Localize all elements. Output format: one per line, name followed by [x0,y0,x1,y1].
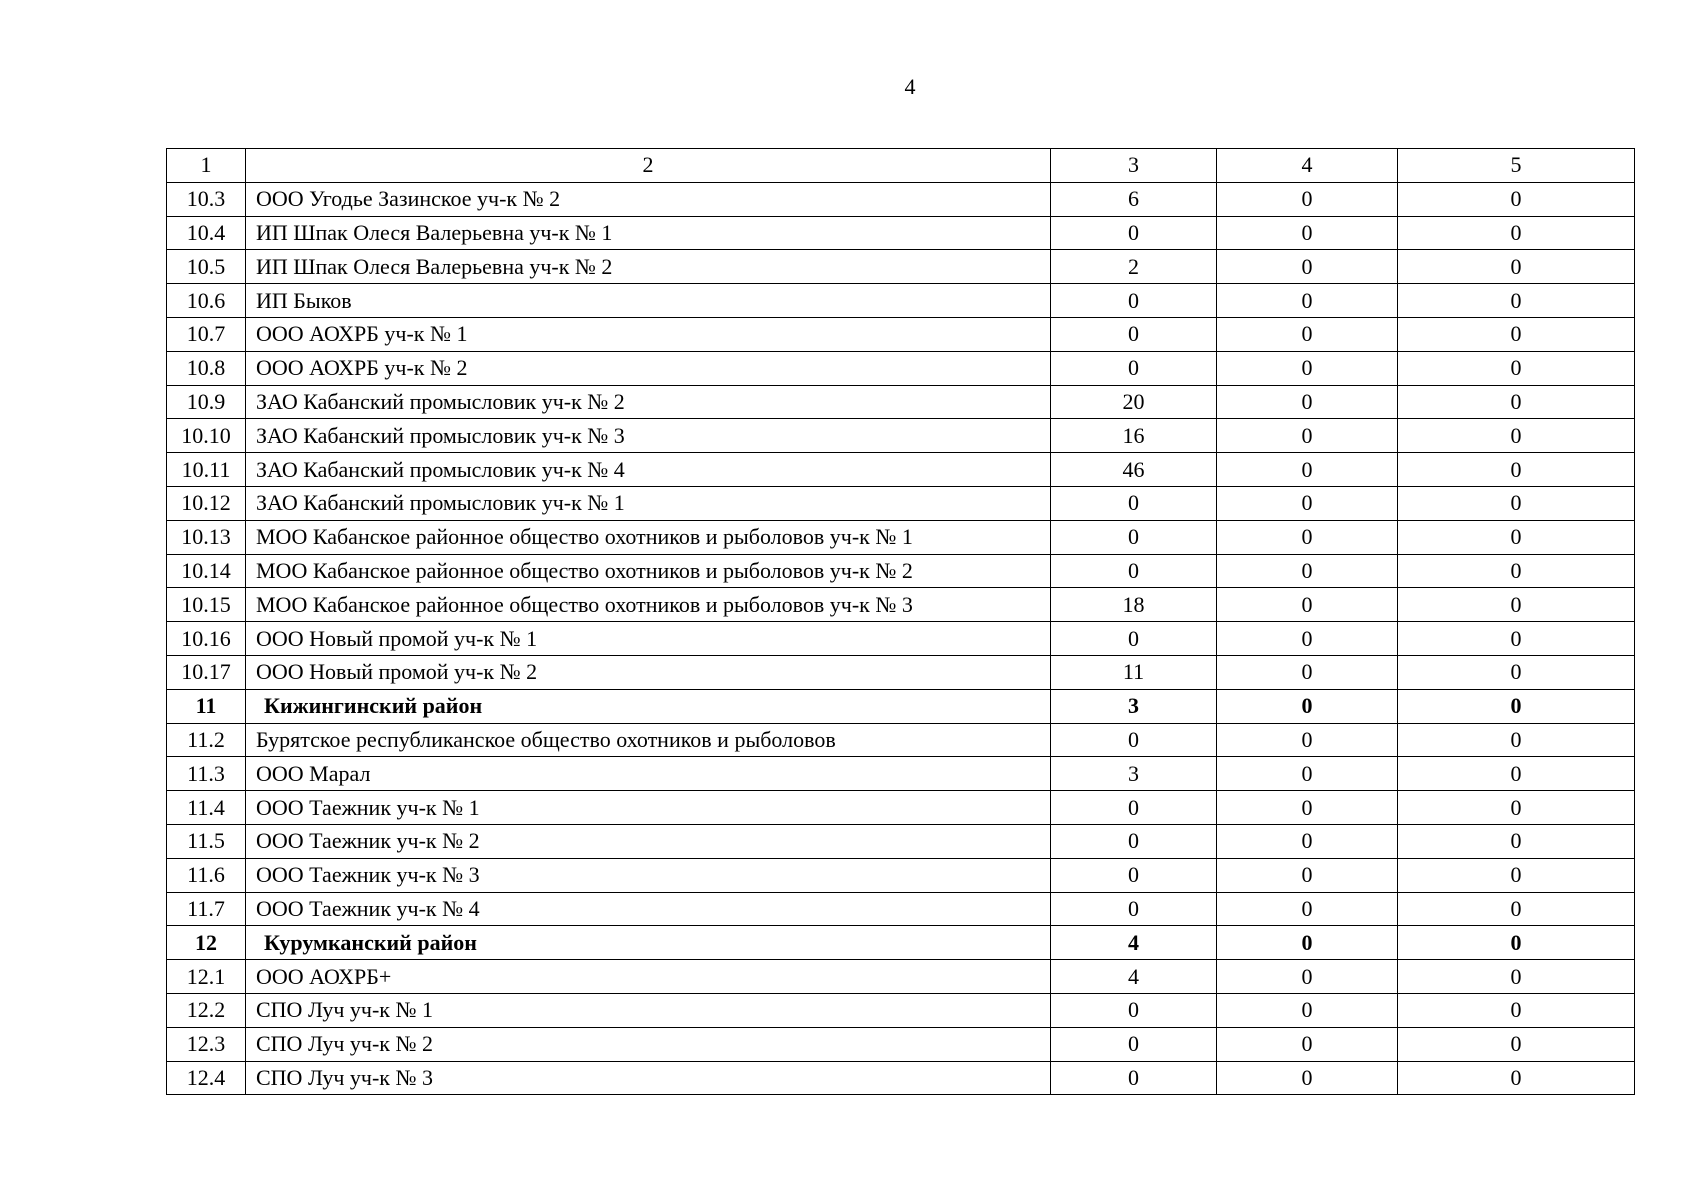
table-section-row [167,926,1635,960]
header-col-1: 1 [167,149,246,183]
table-row [167,520,1635,554]
table-row [167,1027,1635,1061]
row-name-cell: ИП Шпак Олеся Валерьевна уч-к № 2 [246,250,1051,284]
table-row [167,250,1635,284]
row-name-cell: ООО Таежник уч-к № 4 [246,892,1051,926]
row-col4-cell: 0 [1217,588,1398,622]
row-col3-cell: 0 [1051,486,1217,520]
row-name-cell: ООО Таежник уч-к № 3 [246,858,1051,892]
row-name-cell: ООО Марал [246,757,1051,791]
row-col5-cell: 0 [1398,182,1635,216]
row-name-cell: ООО АОХРБ уч-к № 2 [246,351,1051,385]
row-col4-cell: 0 [1217,351,1398,385]
row-number-cell: 10.3 [167,182,246,216]
row-col4-cell: 0 [1217,520,1398,554]
table-row [167,419,1635,453]
row-col3-cell: 0 [1051,351,1217,385]
row-col4-cell: 0 [1217,926,1398,960]
header-col-4: 4 [1217,149,1398,183]
table-row [167,757,1635,791]
row-col5-cell: 0 [1398,284,1635,318]
header-col-3: 3 [1051,149,1217,183]
row-name-cell: ООО Новый промой уч-к № 1 [246,622,1051,656]
row-number-cell: 12 [167,926,246,960]
table-row [167,655,1635,689]
row-col3-cell: 4 [1051,960,1217,994]
row-col5-cell: 0 [1398,317,1635,351]
row-col3-cell: 0 [1051,216,1217,250]
header-col-5: 5 [1398,149,1635,183]
row-col3-cell: 0 [1051,284,1217,318]
row-col5-cell: 0 [1398,1027,1635,1061]
row-col5-cell: 0 [1398,824,1635,858]
row-col4-cell: 0 [1217,892,1398,926]
row-col4-cell: 0 [1217,960,1398,994]
table-row [167,960,1635,994]
row-col4-cell: 0 [1217,791,1398,825]
row-col3-cell: 20 [1051,385,1217,419]
row-col5-cell: 0 [1398,655,1635,689]
row-col3-cell: 3 [1051,757,1217,791]
row-name-cell: ЗАО Кабанский промысловик уч-к № 3 [246,419,1051,453]
row-col4-cell: 0 [1217,622,1398,656]
row-number-cell: 10.12 [167,486,246,520]
table-row [167,486,1635,520]
row-name-cell: ЗАО Кабанский промысловик уч-к № 4 [246,453,1051,487]
header-col-2: 2 [246,149,1051,183]
row-col4-cell: 0 [1217,216,1398,250]
row-col5-cell: 0 [1398,858,1635,892]
row-number-cell: 10.4 [167,216,246,250]
row-col3-cell: 0 [1051,892,1217,926]
table-row [167,993,1635,1027]
row-number-cell: 10.11 [167,453,246,487]
row-name-cell: СПО Луч уч-к № 3 [246,1061,1051,1095]
table-row [167,284,1635,318]
row-col5-cell: 0 [1398,960,1635,994]
row-number-cell: 10.8 [167,351,246,385]
row-col3-cell: 3 [1051,689,1217,723]
row-col4-cell: 0 [1217,1061,1398,1095]
row-col5-cell: 0 [1398,1061,1635,1095]
row-col4-cell: 0 [1217,723,1398,757]
row-number-cell: 12.1 [167,960,246,994]
table-section-row [167,689,1635,723]
row-col3-cell: 0 [1051,1027,1217,1061]
row-col5-cell: 0 [1398,993,1635,1027]
row-number-cell: 11 [167,689,246,723]
row-col3-cell: 18 [1051,588,1217,622]
table-row [167,554,1635,588]
row-name-cell: МОО Кабанское районное общество охотников и рыболовов уч-к № 2 [246,554,1051,588]
row-col4-cell: 0 [1217,385,1398,419]
row-col3-cell: 0 [1051,824,1217,858]
row-name-cell: МОО Кабанское районное общество охотников и рыболовов уч-к № 1 [246,520,1051,554]
row-col3-cell: 0 [1051,993,1217,1027]
table-row [167,723,1635,757]
row-col5-cell: 0 [1398,351,1635,385]
table-row [167,182,1635,216]
row-number-cell: 11.5 [167,824,246,858]
row-name-cell: СПО Луч уч-к № 2 [246,1027,1051,1061]
table-header-row [167,149,1635,183]
row-col5-cell: 0 [1398,622,1635,656]
row-col5-cell: 0 [1398,892,1635,926]
row-col4-cell: 0 [1217,317,1398,351]
data-table [166,148,1635,1095]
row-number-cell: 11.4 [167,791,246,825]
row-number-cell: 12.2 [167,993,246,1027]
row-col4-cell: 0 [1217,554,1398,588]
row-name-cell: ЗАО Кабанский промысловик уч-к № 1 [246,486,1051,520]
table-row [167,892,1635,926]
table-row [167,622,1635,656]
row-name-cell: ООО Таежник уч-к № 1 [246,791,1051,825]
row-number-cell: 12.3 [167,1027,246,1061]
row-col3-cell: 0 [1051,1061,1217,1095]
row-number-cell: 10.14 [167,554,246,588]
row-name-cell: СПО Луч уч-к № 1 [246,993,1051,1027]
row-col4-cell: 0 [1217,284,1398,318]
row-name-cell: ООО Угодье Зазинское уч-к № 2 [246,182,1051,216]
row-col5-cell: 0 [1398,486,1635,520]
row-col5-cell: 0 [1398,250,1635,284]
table-row [167,351,1635,385]
page-number: 4 [904,74,916,99]
row-number-cell: 10.16 [167,622,246,656]
row-number-cell: 10.10 [167,419,246,453]
row-col4-cell: 0 [1217,757,1398,791]
row-col4-cell: 0 [1217,858,1398,892]
row-number-cell: 11.6 [167,858,246,892]
table-row [167,216,1635,250]
row-number-cell: 11.7 [167,892,246,926]
row-number-cell: 10.15 [167,588,246,622]
row-name-cell: Курумканский район [246,926,1051,960]
row-col5-cell: 0 [1398,791,1635,825]
row-number-cell: 12.4 [167,1061,246,1095]
row-number-cell: 10.6 [167,284,246,318]
row-name-cell: ООО АОХРБ уч-к № 1 [246,317,1051,351]
row-col4-cell: 0 [1217,1027,1398,1061]
row-col3-cell: 4 [1051,926,1217,960]
table-body [167,149,1635,1095]
row-name-cell: ООО Новый промой уч-к № 2 [246,655,1051,689]
table-row [167,385,1635,419]
row-col3-cell: 0 [1051,723,1217,757]
row-number-cell: 10.9 [167,385,246,419]
row-col5-cell: 0 [1398,588,1635,622]
row-col4-cell: 0 [1217,419,1398,453]
row-col3-cell: 0 [1051,317,1217,351]
row-number-cell: 11.3 [167,757,246,791]
row-col3-cell: 6 [1051,182,1217,216]
row-col5-cell: 0 [1398,216,1635,250]
row-name-cell: ООО Таежник уч-к № 2 [246,824,1051,858]
row-name-cell: ИП Шпак Олеся Валерьевна уч-к № 1 [246,216,1051,250]
row-col4-cell: 0 [1217,993,1398,1027]
table-row [167,1061,1635,1095]
table-row [167,858,1635,892]
row-col4-cell: 0 [1217,824,1398,858]
row-col3-cell: 16 [1051,419,1217,453]
table-row [167,588,1635,622]
row-col5-cell: 0 [1398,520,1635,554]
row-name-cell: МОО Кабанское районное общество охотников и рыболовов уч-к № 3 [246,588,1051,622]
row-col5-cell: 0 [1398,926,1635,960]
row-col5-cell: 0 [1398,723,1635,757]
row-col3-cell: 0 [1051,554,1217,588]
row-col4-cell: 0 [1217,453,1398,487]
row-col5-cell: 0 [1398,554,1635,588]
row-number-cell: 10.7 [167,317,246,351]
row-col3-cell: 46 [1051,453,1217,487]
row-number-cell: 10.17 [167,655,246,689]
table-row [167,791,1635,825]
row-name-cell: ИП Быков [246,284,1051,318]
row-number-cell: 11.2 [167,723,246,757]
row-name-cell: Бурятское республиканское общество охотников и рыболовов [246,723,1051,757]
row-name-cell: ООО АОХРБ+ [246,960,1051,994]
row-col5-cell: 0 [1398,385,1635,419]
row-col3-cell: 0 [1051,520,1217,554]
row-col3-cell: 0 [1051,622,1217,656]
row-col4-cell: 0 [1217,486,1398,520]
row-col3-cell: 0 [1051,858,1217,892]
row-col4-cell: 0 [1217,689,1398,723]
row-col4-cell: 0 [1217,655,1398,689]
row-name-cell: Кижингинский район [246,689,1051,723]
row-number-cell: 10.5 [167,250,246,284]
table-row [167,317,1635,351]
row-col3-cell: 11 [1051,655,1217,689]
row-col5-cell: 0 [1398,453,1635,487]
row-col4-cell: 0 [1217,250,1398,284]
table-row [167,453,1635,487]
row-col3-cell: 2 [1051,250,1217,284]
row-col5-cell: 0 [1398,757,1635,791]
row-col5-cell: 0 [1398,689,1635,723]
row-name-cell: ЗАО Кабанский промысловик уч-к № 2 [246,385,1051,419]
row-col4-cell: 0 [1217,182,1398,216]
table-row [167,824,1635,858]
row-col3-cell: 0 [1051,791,1217,825]
row-col5-cell: 0 [1398,419,1635,453]
row-number-cell: 10.13 [167,520,246,554]
